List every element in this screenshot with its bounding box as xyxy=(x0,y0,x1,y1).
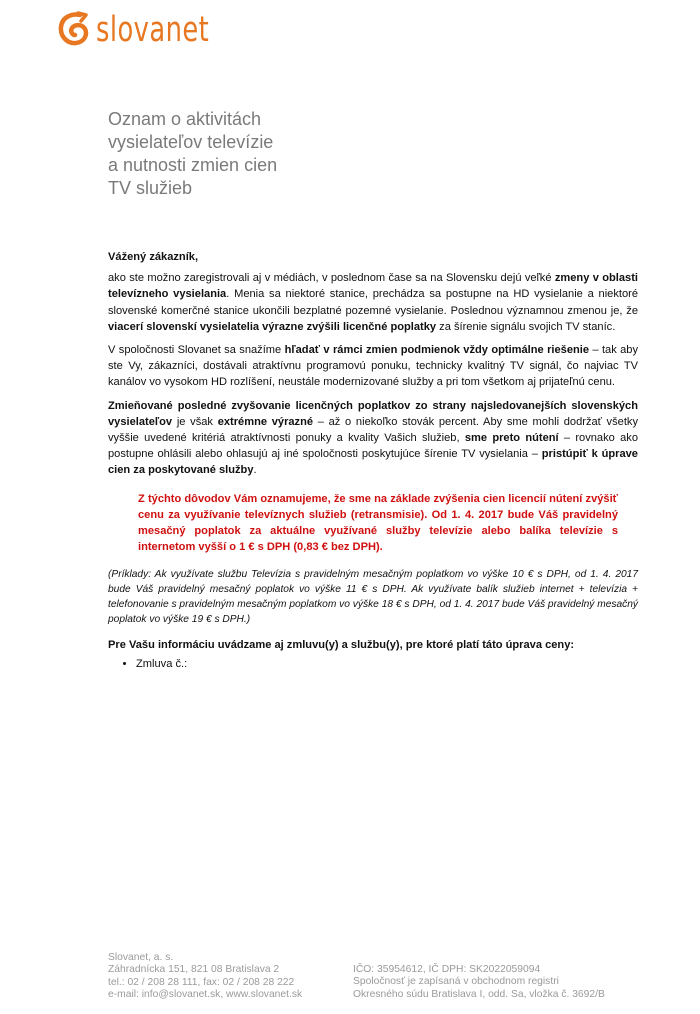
text: za šírenie signálu svojich TV staníc. xyxy=(436,320,616,333)
text: . Menia sa niektoré stanice, prechádza sa postupne na HD vysielanie a niektoré slovenské komerčné stanice ukončili bezplatné pozemné vysielanie. Poslednou významnou zmenou je, že xyxy=(108,288,638,317)
paragraph-3 xyxy=(108,398,638,479)
footer-line: Záhradnícka 151, 821 08 Bratislava 2 xyxy=(108,964,280,976)
document-title xyxy=(108,108,408,200)
price-examples: (Príklady: Ak využívate službu Televízia s pravidelným mesačným poplatkom vo výške 10 € s DPH, od 1. 4. 2017 bude Váš pravidelný mesačný poplatok vo výške 11 € s DPH. Ak využívate balík služieb internet + televízia + telefonovanie s pravidelným mesačným poplatkom vo výške 18 € s DPH, od 1. 4. 2017 bude Váš pravidelný mesačný poplatok vo výške 19 € s DPH.) xyxy=(108,569,638,626)
footer-company-info xyxy=(108,952,302,1002)
letter-body xyxy=(108,249,638,672)
emphasis: pristúpiť k úprave cien za poskytované služby xyxy=(108,448,638,477)
text: je však xyxy=(172,415,218,428)
salutation: Vážený zákazník, xyxy=(108,251,199,263)
emphasis: zmeny v oblasti televízneho vysielania xyxy=(108,272,638,301)
footer-line: e-mail: info@slovanet.sk, www.slovanet.sk xyxy=(108,989,303,1001)
contract-item: • Zmluva č.: xyxy=(136,656,638,672)
emphasis: extrémne výrazné xyxy=(217,415,314,428)
slovanet-swirl-icon xyxy=(56,11,92,49)
title-line: vysielateľov televízie xyxy=(108,132,274,152)
emphasis: viacerí slovenskí vysielatelia výrazne zvýšili licenčné poplatky xyxy=(108,320,437,333)
paragraph-1 xyxy=(108,270,638,335)
text: V spoločnosti Slovanet sa snažíme xyxy=(108,344,285,357)
title-line: Oznam o aktivitách xyxy=(108,109,262,129)
footer-line: IČO: 35954612, IČ DPH: SK2022059094 xyxy=(353,964,541,975)
text: – rovnako ako postupne ohlásili alebo ohlasujú aj iné spoločnosti poskytujúce šírenie TV vysielania – xyxy=(108,432,638,461)
emphasis: Zmieňované posledné zvyšovanie licenčných poplatkov zo strany najsledovanejších slovenských vysielateľov xyxy=(108,399,638,428)
title-line: TV služieb xyxy=(108,178,193,198)
text: – až o niekoľko stovák percent. Aby sme mohli dodržať všetky vyššie uvedené kritériá atraktívnosti ponuky a kvality Vašich služieb, xyxy=(108,415,638,445)
footer-line: Slovanet, a. s. xyxy=(108,952,174,963)
contracts-heading: Pre Vašu informáciu uvádzame aj zmluvu(y) a službu(y), pre ktoré platí táto úprava ceny: xyxy=(108,639,575,652)
emphasis: hľadať v rámci zmien podmienok vždy optimálne riešenie xyxy=(284,344,590,357)
footer-line: tel.: 02 / 208 28 111, fax: 02 / 208 28 222 xyxy=(108,976,295,988)
text: ako ste možno zaregistrovali aj v médiách, v poslednom čase sa na Slovensku dejú veľké xyxy=(108,272,555,285)
emphasis: sme preto nútení xyxy=(464,432,559,445)
footer-registry-info xyxy=(353,964,605,1001)
brand-name: slovanet xyxy=(96,10,210,50)
price-change-notice: Z týchto dôvodov Vám oznamujeme, že sme na základe zvýšenia cien licencií nútení zvýšiť cenu za využívanie televíznych služieb (retransmisie). Od 1. 4. 2017 bude Váš pravidelný mesačný poplatok za aktuálne využívané služby televízie alebo balíka televízie s internetom vyšší o 1 € s DPH (0,83 € bez DPH). xyxy=(138,492,618,554)
contract-list xyxy=(108,656,638,672)
footer-line: Okresného súdu Bratislava I, odd. Sa, vložka č. 3692/B xyxy=(353,988,605,1000)
title-line: a nutnosti zmien cien xyxy=(108,155,278,175)
paragraph-2 xyxy=(108,342,638,391)
slovanet-logo xyxy=(56,10,234,50)
text: . xyxy=(253,464,257,477)
footer-line: Spoločnosť je zapísaná v obchodnom registri xyxy=(353,976,559,988)
text: – tak aby ste Vy, zákazníci, dostávali atraktívnu programovú ponuku, technicky kvalitný TV signál, čo najviac TV kanálov vo vysokom HD rozlíšení, neustále modernizované služby a pri tom všetkom aj prijateľnú cenu. xyxy=(108,344,638,389)
